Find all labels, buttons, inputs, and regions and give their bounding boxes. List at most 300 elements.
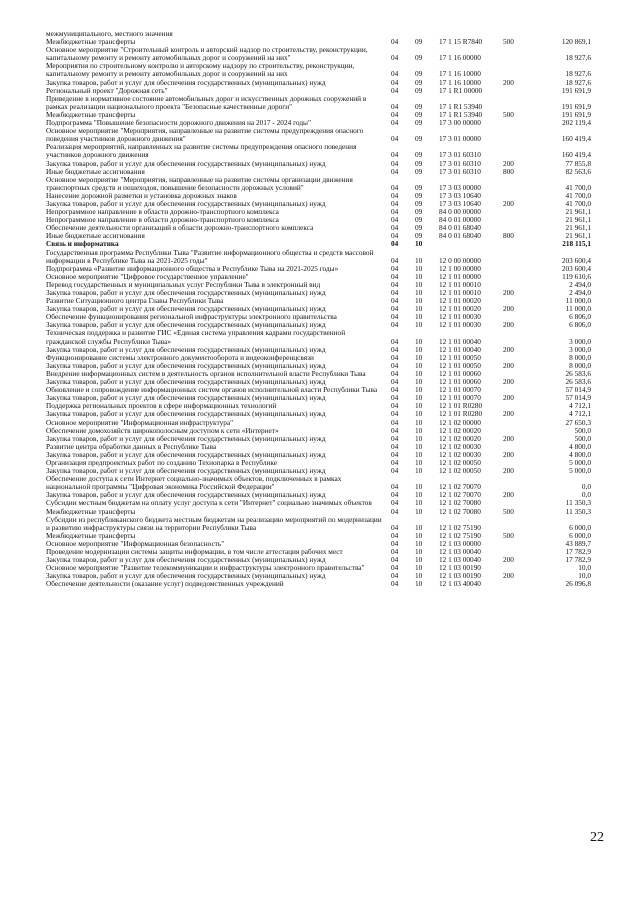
row-cs: 17 3 03 00000 xyxy=(439,182,481,192)
row-cs: 17 1 16 10000 xyxy=(439,77,481,87)
row-rz: 04 xyxy=(391,336,399,346)
row-pr: 10 xyxy=(415,425,423,435)
row-name: Техническая поддержка и развитие ГИС «Единая система управления кадрами государственной гражданской службы Республики Тыва» xyxy=(46,328,346,346)
row-pr: 10 xyxy=(415,344,423,354)
row-rz: 04 xyxy=(391,215,399,225)
row-cs: 12 1 00 00000 xyxy=(439,263,481,273)
row-name: Межбюджетные трансферты xyxy=(46,37,136,47)
row-rz: 04 xyxy=(391,506,399,516)
row-rz: 04 xyxy=(391,579,399,589)
row-cs: 12 1 02 70080 xyxy=(439,506,481,516)
row-sum: 11 350,3 xyxy=(565,498,591,508)
row-pr: 10 xyxy=(415,433,423,443)
row-rz: 04 xyxy=(391,279,399,289)
row-pr: 10 xyxy=(415,336,423,346)
table-row xyxy=(46,95,591,111)
row-rz: 04 xyxy=(391,441,399,451)
row-vr xyxy=(503,240,529,248)
row-pr: 10 xyxy=(415,296,423,306)
row-sum: 11 350,3 xyxy=(565,506,591,516)
row-sum: 6 806,0 xyxy=(569,312,591,322)
row-rz: 04 xyxy=(391,563,399,573)
row-rz: 04 xyxy=(391,417,399,427)
row-cs: 12 1 02 00030 xyxy=(439,441,481,451)
row-cs: 84 0 01 00000 xyxy=(439,215,481,225)
row-sum: 0,0 xyxy=(581,490,591,500)
row-name: Закупка товаров, работ и услуг для обеспечения государственных (муниципальных) нужд xyxy=(46,288,326,297)
row-sum: 160 419,4 xyxy=(561,134,591,144)
row-name: Поддержка региональных проектов в сфере информационных технологий xyxy=(46,401,277,411)
row-rz: 04 xyxy=(391,255,399,265)
row-rz: 04 xyxy=(391,425,399,435)
row-cs: 12 1 01 00050 xyxy=(439,360,481,370)
row-sum: 11 000,0 xyxy=(565,296,591,306)
row-cs: 12 1 01 00060 xyxy=(439,368,481,378)
row-name: Субсидии из республиканского бюджета местным бюджетам на реализацию мероприятий по модернизации и развитию инфраструктуры связи на территории Республики Тыва xyxy=(46,514,382,532)
row-pr: 09 xyxy=(415,101,423,111)
row-vr: 200 xyxy=(503,571,514,581)
row-rz: 04 xyxy=(391,158,399,168)
row-sum: 17 782,9 xyxy=(565,547,591,556)
page-number: 22 xyxy=(590,830,604,845)
row-rz: 04 xyxy=(391,231,399,241)
row-name: Обеспечение деятельности (оказание услуг) подведомственных учреждений xyxy=(46,579,284,589)
row-pr: 10 xyxy=(415,482,423,492)
row-name: Иные бюджетные ассигнования xyxy=(46,231,145,241)
row-pr: 09 xyxy=(415,109,423,119)
row-rz: 04 xyxy=(391,393,399,403)
budget-document-page xyxy=(46,30,591,588)
row-rz: 04 xyxy=(391,85,399,95)
row-pr: 10 xyxy=(415,417,423,427)
row-sum: 4 712,1 xyxy=(569,401,591,411)
row-sum: 82 563,6 xyxy=(565,166,591,176)
row-pr: 10 xyxy=(415,563,423,573)
row-sum: 6 000,0 xyxy=(569,522,591,532)
row-rz: 04 xyxy=(391,304,399,314)
row-cs: 17 1 15 R7840 xyxy=(439,37,483,47)
row-sum: 21 961,1 xyxy=(565,207,591,217)
row-pr: 10 xyxy=(415,385,423,395)
row-name: Развитие Ситуационного центра Главы Республики Тыва xyxy=(46,296,224,306)
row-name: Обеспечение деятельности организаций в области дорожно-транспортного комплекса xyxy=(46,223,314,233)
row-sum: 2 494,0 xyxy=(569,288,591,297)
table-row xyxy=(46,143,591,159)
row-vr: 200 xyxy=(503,490,514,500)
row-rz: 04 xyxy=(391,263,399,273)
row-cs: 12 1 01 00030 xyxy=(439,320,481,330)
row-vr xyxy=(503,273,529,281)
row-cs: 17 3 03 10640 xyxy=(439,198,481,208)
row-name: Основное мероприятие "Цифровое государственное управление" xyxy=(46,271,249,281)
row-cs: 12 1 03 00040 xyxy=(439,555,481,565)
row-sum: 4 800,0 xyxy=(569,441,591,451)
row-vr: 200 xyxy=(503,555,514,565)
row-sum: 203 600,4 xyxy=(561,263,591,273)
row-vr: 200 xyxy=(503,198,514,208)
row-name: Закупка товаров, работ и услуг для обеспечения государственных (муниципальных) нужд xyxy=(46,360,326,370)
row-pr: 09 xyxy=(415,134,423,144)
row-vr xyxy=(503,119,529,127)
row-rz: 04 xyxy=(391,555,399,565)
row-name: Мероприятия по строительному контролю и авторскому надзору по строительству, реконструкции, капитальному ремонту и ремонту автомобильных дорог и сооружений на них xyxy=(46,61,355,79)
row-name: Перевод государственных и муниципальных услуг Республики Тыва в электронный вид xyxy=(46,279,321,289)
row-sum: 11 000,0 xyxy=(565,304,591,314)
row-pr: 09 xyxy=(415,207,423,217)
row-sum: 191 691,9 xyxy=(561,101,591,111)
row-name: Подпрограмма "Повышение безопасности дорожного движения на 2017 - 2024 годы" xyxy=(46,118,311,128)
row-rz: 04 xyxy=(391,182,399,192)
row-pr: 09 xyxy=(415,166,423,176)
row-rz: 04 xyxy=(391,271,399,281)
row-name: Основное мероприятие "Мероприятия, направленные на развитие системы организации движения транспортных средств и пешеходов, повышение безопасности дорожных условий" xyxy=(46,174,353,192)
row-sum: 21 961,1 xyxy=(565,231,591,241)
row-name: Организация предпроектных работ по созданию Технопарка в Республике xyxy=(46,457,277,467)
row-name: Межбюджетные трансферты xyxy=(46,109,136,119)
table-row xyxy=(46,516,591,532)
row-vr xyxy=(503,580,529,588)
row-pr: 10 xyxy=(415,457,423,467)
row-sum: 218 115,1 xyxy=(562,239,591,249)
row-sum: 26 096,8 xyxy=(565,579,591,589)
row-pr: 10 xyxy=(415,377,423,387)
row-cs: 12 1 01 00020 xyxy=(439,296,481,306)
row-cs: 12 0 00 00000 xyxy=(439,255,481,265)
row-cs: 84 0 00 00000 xyxy=(439,207,481,217)
row-sum: 10,0 xyxy=(578,563,591,573)
row-cs: 12 1 01 R0280 xyxy=(439,401,483,411)
row-rz: 04 xyxy=(391,101,399,111)
row-rz: 04 xyxy=(391,547,399,556)
row-name: Основное мероприятие "Информационная инфраструктура" xyxy=(46,417,234,427)
row-name: Закупка товаров, работ и услуг для обеспечения государственных (муниципальных) нужд xyxy=(46,409,326,419)
table-row xyxy=(46,580,591,588)
row-cs: 12 1 03 00190 xyxy=(439,563,481,573)
row-name: Закупка товаров, работ и услуг для обеспечения государственных (муниципальных) нужд xyxy=(46,344,326,354)
row-rz: 04 xyxy=(391,449,399,459)
row-pr: 10 xyxy=(415,441,423,451)
row-vr xyxy=(503,87,529,95)
row-name: Межбюджетные трансферты xyxy=(46,506,136,516)
row-cs: 12 1 02 00020 xyxy=(439,425,481,435)
row-vr xyxy=(503,95,529,111)
row-cs: 12 1 02 00050 xyxy=(439,466,481,476)
row-name: Закупка товаров, работ и услуг для обеспечения государственных (муниципальных) нужд xyxy=(46,449,326,459)
row-pr: 09 xyxy=(415,223,423,233)
row-name: Основное мероприятие "Строительный контроль и авторский надзор по строительству, реконструкции, капитальному ремонту и ремонту автомобильных дорог и сооружений на них" xyxy=(46,45,368,63)
row-vr: 200 xyxy=(503,288,514,297)
row-cs: 12 1 01 00000 xyxy=(439,271,481,281)
row-pr: 09 xyxy=(415,182,423,192)
row-pr: 10 xyxy=(415,320,423,330)
row-pr: 10 xyxy=(415,393,423,403)
row-cs: 17 1 R1 53940 xyxy=(439,101,483,111)
row-rz: 04 xyxy=(391,490,399,500)
row-vr: 200 xyxy=(503,377,514,387)
row-rz: 04 xyxy=(391,385,399,395)
row-name: Закупка товаров, работ и услуг для обеспечения государственных (муниципальных) нужд xyxy=(46,377,326,387)
row-cs: 17 3 01 60310 xyxy=(439,150,481,160)
row-pr: 10 xyxy=(415,506,423,516)
row-pr: 10 xyxy=(415,555,423,565)
row-sum: 6 806,0 xyxy=(569,320,591,330)
row-rz: 04 xyxy=(391,53,399,63)
row-pr: 10 xyxy=(415,522,423,532)
row-name: Непрограммное направление в области дорожно-транспортного комплекса xyxy=(46,215,279,225)
row-cs: 12 1 03 00040 xyxy=(439,547,481,556)
row-rz: 04 xyxy=(391,198,399,208)
row-rz: 04 xyxy=(391,409,399,419)
row-sum: 500,0 xyxy=(574,433,591,443)
row-name: Иные бюджетные ассигнования xyxy=(46,166,145,176)
row-rz: 04 xyxy=(391,118,399,128)
row-rz: 04 xyxy=(391,368,399,378)
row-rz: 04 xyxy=(391,352,399,362)
row-sum: 191 691,9 xyxy=(561,109,591,119)
row-sum: 202 119,4 xyxy=(562,118,591,128)
row-pr: 09 xyxy=(415,69,423,79)
row-pr: 10 xyxy=(415,360,423,370)
row-cs: 12 1 02 00050 xyxy=(439,457,481,467)
row-name: Межбюджетные трансферты xyxy=(46,530,136,540)
row-sum: 3 000,0 xyxy=(569,344,591,354)
row-rz: 04 xyxy=(391,320,399,330)
row-cs: 12 1 01 R0280 xyxy=(439,409,483,419)
row-sum: 8 000,0 xyxy=(569,360,591,370)
row-vr: 200 xyxy=(503,466,514,476)
row-sum: 18 927,6 xyxy=(565,69,591,79)
row-pr: 10 xyxy=(415,279,423,289)
row-pr: 10 xyxy=(415,401,423,411)
row-cs: 12 1 01 00010 xyxy=(439,279,481,289)
row-cs: 12 1 01 00030 xyxy=(439,312,481,322)
row-pr: 10 xyxy=(415,255,423,265)
row-pr: 09 xyxy=(415,53,423,63)
row-cs: 17 3 01 60310 xyxy=(439,166,481,176)
row-sum: 21 961,1 xyxy=(565,223,591,233)
row-sum: 41 700,0 xyxy=(565,182,591,192)
row-vr xyxy=(503,475,529,491)
row-rz: 04 xyxy=(391,312,399,322)
row-name: Закупка товаров, работ и услуг для обеспечения государственных (муниципальных) нужд xyxy=(46,198,326,208)
row-sum: 4 800,0 xyxy=(569,449,591,459)
row-vr: 200 xyxy=(503,77,514,87)
row-cs: 12 1 02 70080 xyxy=(439,498,481,508)
row-sum: 0,0 xyxy=(581,482,591,492)
row-pr: 10 xyxy=(415,530,423,540)
row-pr: 10 xyxy=(415,571,423,581)
row-rz: 04 xyxy=(391,530,399,540)
row-cs: 12 1 02 70070 xyxy=(439,490,481,500)
row-name: Закупка товаров, работ и услуг для обеспечения государственных (муниципальных) нужд xyxy=(46,320,326,330)
row-cs: 12 1 01 00040 xyxy=(439,336,481,346)
row-name: межмуниципального, местного значения xyxy=(46,29,173,38)
row-sum: 203 600,4 xyxy=(561,255,591,265)
row-rz: 04 xyxy=(391,296,399,306)
row-pr: 10 xyxy=(415,449,423,459)
row-pr: 10 xyxy=(415,538,423,548)
row-sum: 6 000,0 xyxy=(569,530,591,540)
row-pr: 09 xyxy=(415,215,423,225)
row-pr: 09 xyxy=(415,85,423,95)
row-vr: 200 xyxy=(503,409,514,419)
row-name: Нанесение дорожной разметки и установка дорожных знаков xyxy=(46,190,237,200)
row-name: Обеспечение доступа к сети Интернет социально-значимых объектов, подключенных в рамках национальной программы "Цифровая экономика Российской Федерации" xyxy=(46,474,342,492)
row-pr: 10 xyxy=(415,466,423,476)
row-vr: 200 xyxy=(503,360,514,370)
row-vr: 800 xyxy=(503,231,514,241)
row-rz: 04 xyxy=(391,457,399,467)
row-name: Закупка товаров, работ и услуг для обеспечения государственных (муниципальных) нужд xyxy=(46,393,326,403)
row-rz: 04 xyxy=(391,223,399,233)
row-pr: 09 xyxy=(415,190,423,200)
row-cs: 17 3 01 60310 xyxy=(439,158,481,168)
row-rz: 04 xyxy=(391,109,399,119)
row-name: Закупка товаров, работ и услуг для обеспечения государственных (муниципальных) нужд xyxy=(46,158,326,168)
row-name: Закупка товаров, работ и услуг для обеспечения государственных (муниципальных) нужд xyxy=(46,304,326,314)
row-sum: 57 014,9 xyxy=(565,393,591,403)
row-name: Приведение в нормативное состояние автомобильных дорог и искусственных дорожных сооружений в рамках реализации национального проекта "Безопасные качественные дороги" xyxy=(46,93,367,111)
row-rz: 04 xyxy=(391,571,399,581)
row-rz: 04 xyxy=(391,37,399,47)
row-sum: 77 855,8 xyxy=(565,158,591,168)
table-row xyxy=(46,232,591,240)
row-rz: 04 xyxy=(391,190,399,200)
row-rz: 04 xyxy=(391,134,399,144)
row-cs: 84 0 01 68040 xyxy=(439,223,481,233)
table-row xyxy=(46,176,591,192)
row-cs: 17 1 16 00000 xyxy=(439,53,481,63)
row-rz: 04 xyxy=(391,401,399,411)
row-cs: 17 3 01 00000 xyxy=(439,134,481,144)
row-cs: 12 1 01 00060 xyxy=(439,377,481,387)
row-vr xyxy=(503,143,529,159)
row-pr: 10 xyxy=(415,498,423,508)
row-name: Внедрение информационных систем в деятельность органов исполнительной власти Республики Тыва xyxy=(46,368,366,378)
row-sum: 21 961,1 xyxy=(565,215,591,225)
row-rz: 04 xyxy=(391,377,399,387)
row-name: Закупка товаров, работ и услуг для обеспечения государственных (муниципальных) нужд xyxy=(46,555,326,565)
row-pr: 09 xyxy=(415,198,423,208)
row-rz: 04 xyxy=(391,77,399,87)
row-pr: 10 xyxy=(415,239,423,249)
row-sum: 26 583,6 xyxy=(565,377,591,387)
row-sum: 4 712,1 xyxy=(569,409,591,419)
row-cs: 12 1 03 40040 xyxy=(439,579,481,589)
row-cs: 12 1 02 00030 xyxy=(439,449,481,459)
row-name: Региональный проект "Дорожная сеть" xyxy=(46,85,168,95)
row-rz: 04 xyxy=(391,69,399,79)
row-vr xyxy=(503,127,529,143)
row-vr: 200 xyxy=(503,304,514,314)
row-pr: 09 xyxy=(415,37,423,47)
row-name: Государственная программа Республики Тыва "Развитие информационного общества и средств массовой информации в Республике Тыва на 2021-2025 годы" xyxy=(46,247,374,265)
row-name: Субсидии местным бюджетам на оплату услуг доступа к сети "Интернет" социально значимых объектов xyxy=(46,498,372,508)
row-name: Основное мероприятие "Мероприятия, направленные на развитие системы предупреждения опасного поведения участников дорожного движения" xyxy=(46,126,364,144)
row-sum: 18 927,6 xyxy=(565,53,591,63)
row-pr: 09 xyxy=(415,150,423,160)
row-vr: 200 xyxy=(503,393,514,403)
row-rz: 04 xyxy=(391,344,399,354)
row-name: Закупка товаров, работ и услуг для обеспечения государственных (муниципальных) нужд xyxy=(46,433,326,443)
row-name: Подпрограмма «Развитие информационного общества в Республике Тыва на 2021-2025 годы» xyxy=(46,263,339,273)
row-rz: 04 xyxy=(391,166,399,176)
row-sum: 26 583,6 xyxy=(565,368,591,378)
row-pr: 10 xyxy=(415,312,423,322)
row-vr xyxy=(503,176,529,192)
row-pr: 09 xyxy=(415,77,423,87)
row-rz: 04 xyxy=(391,207,399,217)
row-name: Основное мероприятие "Развитие телекоммуникации и инфраструктуры электронного правительства" xyxy=(46,563,365,573)
row-pr: 10 xyxy=(415,352,423,362)
row-sum: 17 782,9 xyxy=(565,555,591,565)
row-vr xyxy=(503,249,529,265)
row-rz: 04 xyxy=(391,239,399,249)
row-pr: 10 xyxy=(415,368,423,378)
row-rz: 04 xyxy=(391,538,399,548)
row-name: Функционирование системы электронного документооборота и видеоконференцсвязи xyxy=(46,352,314,362)
row-vr: 500 xyxy=(503,109,514,119)
row-cs: 12 1 03 00000 xyxy=(439,538,481,548)
row-pr: 10 xyxy=(415,409,423,419)
row-vr xyxy=(503,516,529,532)
row-cs: 12 1 01 00040 xyxy=(439,344,481,354)
row-name: Обеспечение домохозяйств широкополосным доступом к сети «Интернет» xyxy=(46,425,279,435)
row-name: Проведение модернизации системы защиты информации, в том числе аттестация рабочих мест xyxy=(46,547,343,556)
row-rz: 04 xyxy=(391,522,399,532)
row-sum: 191 691,9 xyxy=(561,85,591,95)
row-cs xyxy=(439,240,503,248)
row-rz: 04 xyxy=(391,433,399,443)
table-row xyxy=(46,62,591,78)
row-name: Закупка товаров, работ и услуг для обеспечения государственных (муниципальных) нужд xyxy=(46,571,326,581)
row-cs: 12 1 01 00010 xyxy=(439,288,481,297)
row-cs: 12 1 01 00050 xyxy=(439,352,481,362)
row-sum: 119 610,6 xyxy=(562,271,591,281)
row-cs: 17 1 R1 53940 xyxy=(439,109,483,119)
table-row xyxy=(46,46,591,62)
row-cs: 12 1 03 00190 xyxy=(439,571,481,581)
row-vr xyxy=(503,265,529,273)
row-cs: 12 1 02 75190 xyxy=(439,530,481,540)
row-sum: 8 000,0 xyxy=(569,352,591,362)
row-cs: 12 1 02 00000 xyxy=(439,417,481,427)
row-vr: 500 xyxy=(503,37,514,47)
row-name: Закупка товаров, работ и услуг для обеспечения государственных (муниципальных) нужд xyxy=(46,77,326,87)
row-vr xyxy=(503,62,529,78)
row-sum: 43 889,7 xyxy=(565,538,591,548)
row-cs: 17 1 16 10000 xyxy=(439,69,481,79)
row-sum: 5 000,0 xyxy=(569,457,591,467)
row-vr xyxy=(503,46,529,62)
row-sum: 5 000,0 xyxy=(569,466,591,476)
row-sum: 160 419,4 xyxy=(561,150,591,160)
row-pr: 10 xyxy=(415,288,423,297)
row-sum: 10,0 xyxy=(578,571,591,581)
row-rz: 04 xyxy=(391,150,399,160)
row-pr: 10 xyxy=(415,263,423,273)
row-vr: 200 xyxy=(503,320,514,330)
row-sum: 27 650,3 xyxy=(565,417,591,427)
row-sum: 41 700,0 xyxy=(565,198,591,208)
row-cs: 17 3 03 10640 xyxy=(439,190,481,200)
row-pr: 10 xyxy=(415,579,423,589)
row-name: Непрограммное направление в области дорожно-транспортного комплекса xyxy=(46,207,279,217)
row-name: Основное мероприятие "Информационная безопасность" xyxy=(46,538,225,548)
row-name: Развитие центра обработки данных в Республике Тыва xyxy=(46,441,217,451)
row-name: Обеспечение функционирования региональной инфраструктуры электронного правительства xyxy=(46,312,337,322)
row-vr xyxy=(503,216,529,224)
